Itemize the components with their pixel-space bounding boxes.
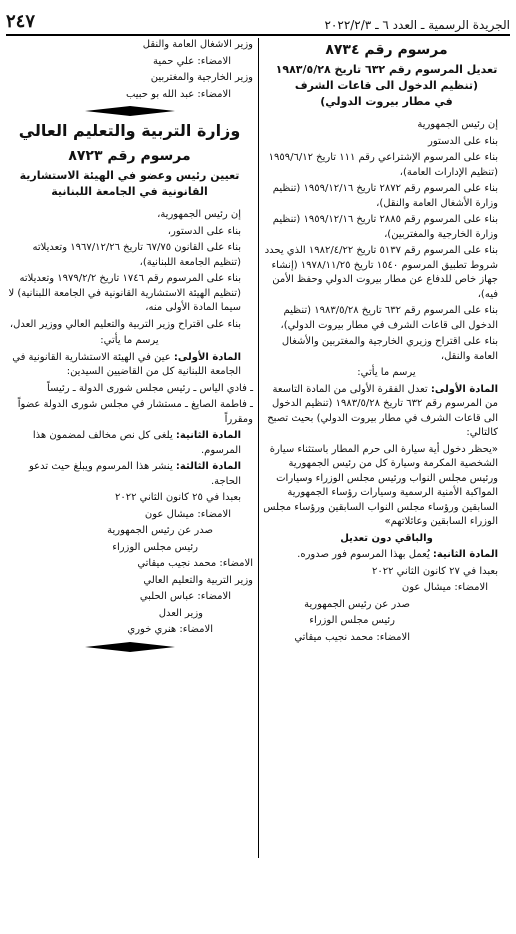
- section-separator: [6, 106, 253, 116]
- preamble-line: بناء على المرسوم رقم ٢٨٧٢ تاريخ ١٩٥٩/١٢/١٦ (تنظيم وزارة الأشغال العامة والنقل)،: [272, 183, 498, 209]
- article-label: المادة الثانية:: [175, 430, 241, 441]
- appointee-line: ـ فاطمة الصايغ ـ مستشار في مجلس شورى الدولة عضواً ومقرراً: [17, 399, 253, 425]
- article-label: المادة الأولى:: [173, 351, 241, 363]
- page-number: ٢٤٧: [6, 11, 36, 32]
- preamble-line: بناء على القانون ٦٧/٧٥ تاريخ ١٩٦٧/١٢/٢٦ وتعديلاته (تنظيم الجامعة اللبنانية)،: [32, 242, 241, 268]
- issued-by: صدر عن رئيس الجمهورية: [107, 525, 213, 536]
- decree-number: مرسوم رقم ٨٧٢٣: [68, 148, 191, 164]
- article-text: يلغى كل نص مخالف لمضمون هذا المرسوم.: [32, 430, 241, 456]
- date-line: بعبدا في ٢٧ كانون الثاني ٢٠٢٢: [371, 565, 498, 577]
- article-text: يُعمل بهذا المرسوم فور صدوره.: [297, 549, 430, 560]
- decrees-line: يرسم ما يأتي:: [357, 367, 416, 378]
- preamble-line: بناء على اقتراح وزيري الخارجية والمغتربين والأشغال العامة والنقل،: [281, 336, 498, 362]
- decree-heading: تعيين رئيس وعضو في الهيئة الاستشارية: [19, 169, 240, 182]
- left-column: [6, 38, 253, 656]
- signature: الامضاء: عبد الله بو حبيب: [125, 88, 231, 100]
- preamble-line: بناء على المرسوم رقم ١٧٤٦ تاريخ ١٩٧٩/٢/٢ وتعديلاته (تنظيم الهيئة الاستشارية القانونية في الجامعة اللبنانية) لا سيما المادة الأولى منه،: [8, 273, 241, 313]
- rest-unchanged: والباقي دون تعديل: [340, 532, 433, 544]
- signature: الامضاء: عباس الحلبي: [139, 591, 231, 602]
- page-header: [6, 6, 510, 32]
- ministry-title: وزارة التربية والتعليم العالي: [18, 121, 241, 140]
- decree-heading: القانونية في الجامعة اللبنانية: [51, 185, 208, 198]
- section-separator: [6, 642, 253, 652]
- article-text: تعدل الفقرة الأولى من المادة التاسعة من المرسوم رقم ٦٣٢ تاريخ ١٩٨٣/٥/٢٨ (تنظيم الدخول الى قاعات الشرف في مطار بيروت الدولي) بحيث تصبح كالتالي:: [267, 383, 498, 438]
- preamble-line: إن رئيس الجمهورية،: [157, 209, 241, 220]
- preamble-line: بناء على اقتراح وزير التربية والتعليم العالي ووزير العدل،: [9, 318, 241, 330]
- decrees-line: يرسم ما يأتي:: [100, 335, 159, 346]
- signature: الامضاء: محمد نجيب ميقاتي: [137, 558, 253, 569]
- preamble-line: بناء على الدستور،: [167, 225, 241, 237]
- preamble-line: بناء على المرسوم رقم ٥١٣٧ تاريخ ١٩٨٢/٤/٢٢ الذي يحدد شروط تطبيق المرسوم ١٥٤٠ تاريخ ١٩٧٨/١١/٢٥ (إنشاء جهاز خاص للدفاع عن مطار بيروت الدولي وحفظ الأمن فيه)،: [264, 245, 498, 300]
- decree-heading: في مطار بيروت الدولي): [320, 95, 453, 108]
- preamble-line: بناء على المرسوم الإشتراعي رقم ١١١ تاريخ ١٩٥٩/٦/١٢ (تنظيم الإدارات العامة)،: [268, 152, 498, 178]
- minister-title: وزير العدل: [158, 607, 203, 619]
- article-text: ينشر هذا المرسوم ويبلغ حيث تدعو الحاجة.: [28, 461, 241, 487]
- column-divider: [258, 38, 259, 858]
- signature: الامضاء: ميشال عون: [144, 508, 231, 520]
- preamble-line: بناء على المرسوم رقم ٦٣٢ تاريخ ١٩٨٣/٥/٢٨ (تنظيم الدخول الى قاعات الشرف في مطار بيروت الدولي)،: [280, 305, 498, 331]
- minister-title: وزير التربية والتعليم العالي: [143, 574, 253, 586]
- decree-number: مرسوم رقم ٨٧٣٤: [325, 42, 448, 58]
- article-label: المادة الأولى:: [430, 383, 498, 395]
- header-rule: [6, 34, 510, 36]
- article-text: عين في الهيئة الاستشارية القانونية في الجامعة اللبنانية كل من القاضيين السيدين:: [12, 351, 241, 377]
- minister-title: وزير الاشغال العامة والنقل: [142, 39, 253, 50]
- issued-by: صدر عن رئيس الجمهورية: [304, 598, 410, 610]
- date-line: بعبدا في ٢٥ كانون الثاني ٢٠٢٢: [114, 492, 241, 503]
- pm-title: رئيس مجلس الوزراء: [112, 541, 198, 553]
- signature: الامضاء: محمد نجيب ميقاتي: [294, 631, 410, 643]
- decree-heading: (تنظيم الدخول الى قاعات الشرف: [294, 79, 479, 92]
- quoted-text: «يحظر دخول أية سيارة الى حرم المطار باستثناء سيارة الشخصية المكرمة وسيارة كل من رئيس الجمهورية ورئيس مجلس النواب ورئيس مجلس الوزراء وسيارات المواكبة الأمنية الرسمية وسيارات رؤساء الجمهورية السابقين ورؤساء مجلس النواب السابقين ورؤساء مجلس الوزراء السابقين وعائلاتهم»: [263, 443, 498, 527]
- minister-title: وزير الخارجية والمغتربين: [150, 72, 253, 83]
- article-label: المادة الثالثة:: [175, 461, 241, 472]
- signature: الامضاء: علي حمية: [153, 55, 231, 67]
- preamble-line: بناء على المرسوم رقم ٢٨٨٥ تاريخ ١٩٥٩/١٢/١٦ (تنظيم وزارة الخارجية والمغتربين)،: [272, 214, 498, 240]
- pm-title: رئيس مجلس الوزراء: [309, 615, 395, 626]
- appointee-line: ـ فادي الياس ـ رئيس مجلس شورى الدولة ـ رئيساً: [47, 382, 253, 394]
- preamble-line: إن رئيس الجمهورية: [417, 119, 498, 130]
- preamble-line: بناء على الدستور: [428, 135, 498, 147]
- decree-heading: تعديل المرسوم رقم ٦٣٢ تاريخ ١٩٨٣/٥/٢٨: [275, 63, 498, 76]
- gazette-title: الجريدة الرسمية ـ العدد ٦ ـ ٢٠٢٢/٢/٣: [324, 18, 510, 32]
- article-label: المادة الثانية:: [432, 549, 498, 560]
- right-column: [263, 38, 510, 647]
- signature: الامضاء: هنري خوري: [127, 624, 213, 635]
- signature: الامضاء: ميشال عون: [401, 582, 488, 593]
